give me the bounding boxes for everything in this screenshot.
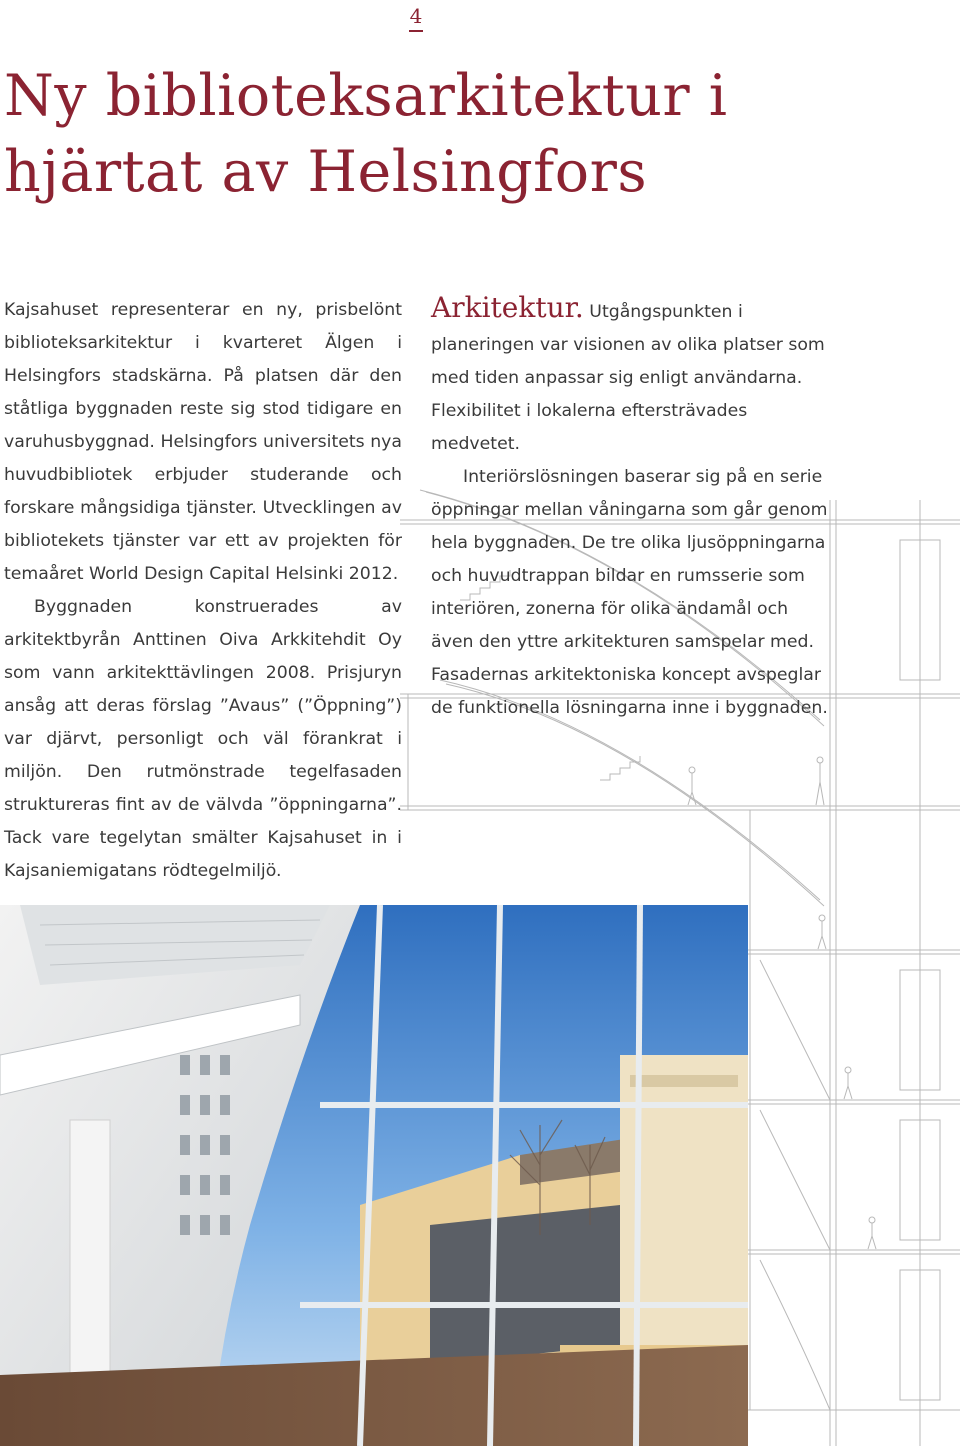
right-paragraph-1-text: Utgångspunkten i planeringen var visionen av olika platser som med tiden anpassar sig enligt användarna. Flexibilitet i lokalerna eftersträvades medvetet. — [431, 302, 825, 454]
page-title: Ny biblioteksarkitektur i hjärtat av Helsingfors — [4, 63, 728, 205]
left-column — [4, 294, 402, 888]
interior-photo — [0, 905, 748, 1446]
section-heading: Arkitektur. — [431, 291, 584, 324]
left-paragraph-2: Byggnaden konstruerades av arkitektbyrån Anttinen Oiva Arkkitehdit Oy som vann arkitekttävlingen 2008. Prisjuryn ansåg att deras förslag ”Avaus” (”Öppning”) var djärvt, personligt och väl förankrat i miljön. Den rutmönstrade tegelfasaden struktureras fint av de välvda ”öppningarna”. Tack vare tegelytan smälter Kajsahuset in i Kajsaniemigatans rödtegelmiljö. — [4, 597, 402, 881]
right-column — [431, 291, 829, 725]
right-paragraph-1 — [431, 291, 829, 461]
right-paragraph-2: Interiörslösningen baserar sig på en serie öppningar mellan våningarna som går genom hela byggnaden. De tre olika ljusöppningarna och huvudtrappan bildar en rumsserie som interiören, zonerna för olika ändamål och även den yttre arkitekturen samspelar med. Fasadernas arkitektoniska koncept avspeglar de funktionella lösningarna inne i byggnaden. — [431, 467, 828, 718]
page-number: 4 — [406, 4, 426, 32]
left-paragraph-1: Kajsahuset representerar en ny, prisbelönt biblioteksarkitektur i kvarteret Älgen i Helsingfors stadskärna. På platsen där den ståtliga byggnaden reste sig stod tidigare en varuhusbyggnad. Helsingfors universitets nya huvudbibliotek erbjuder studerande och forskare mångsidiga tjänster. Utvecklingen av bibliotekets tjänster var ett av projekten för temaåret World Design Capital Helsinki 2012. — [4, 300, 402, 584]
